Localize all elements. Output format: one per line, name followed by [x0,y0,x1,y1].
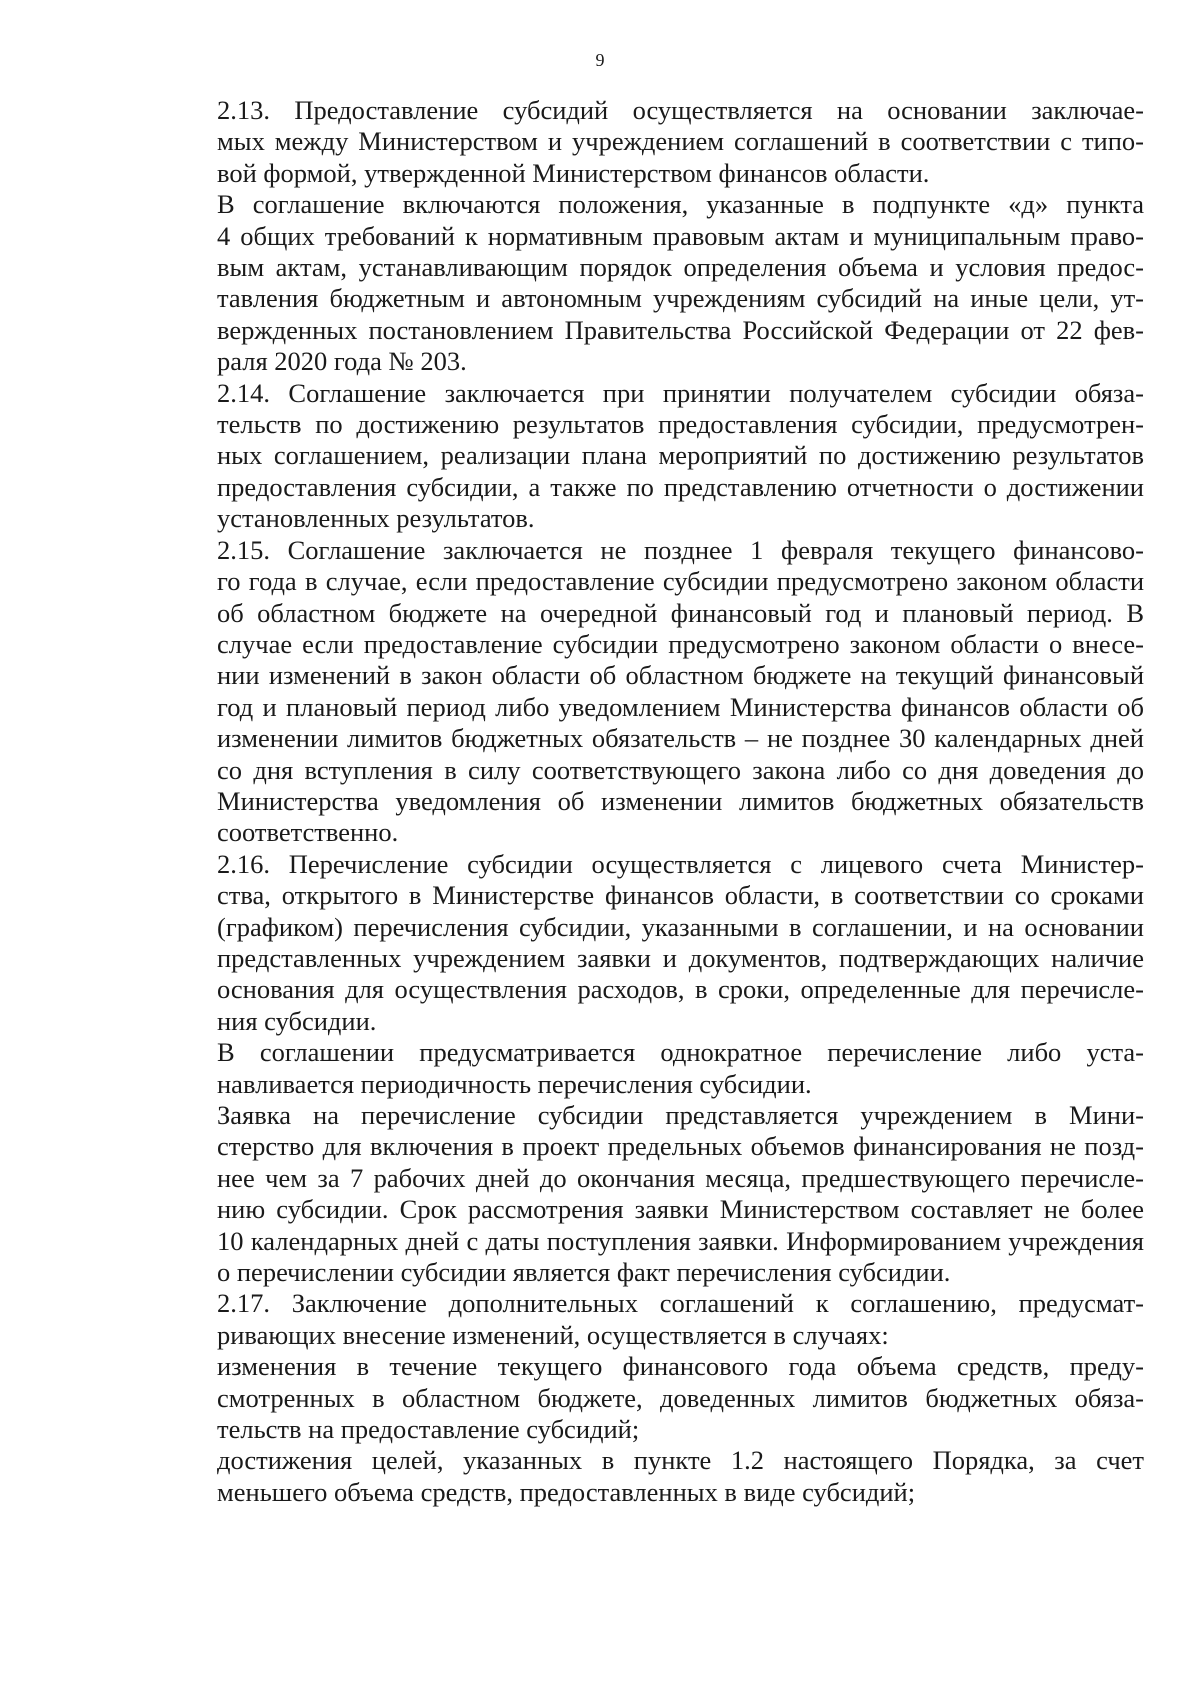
text-line: об областном бюджете на очередной финансовый год и плановый период. В [217,597,1144,628]
text-line: вержденных постановлением Правительства Российской Федерации от 22 фев- [217,314,1144,345]
text-line: предоставления субсидии, а также по представлению отчетности о достижении [217,471,1144,502]
text-line: го года в случае, если предоставление субсидии предусмотрено законом области [217,566,1144,597]
text-line: 2.17. Заключение дополнительных соглашений к соглашению, предусмат- [217,1288,1144,1319]
text-line: 2.15. Соглашение заключается не позднее 1 февраля текущего финансово- [217,534,1144,565]
text-line: 2.14. Соглашение заключается при принятии получателем субсидии обяза- [217,377,1144,408]
paragraph [148,1037,1144,1100]
text-line: В соглашение включаются положения, указанные в подпункте «д» пункта [217,189,1144,220]
text-line: достижения целей, указанных в пункте 1.2 настоящего Порядка, за счет [217,1445,1144,1476]
text-line: тельств на предоставление субсидий; [217,1414,640,1445]
text-line: нии изменений в закон области об областном бюджете на текущий финансовый [217,660,1144,691]
text-line: стерство для включения в проект предельных объемов финансирования не позд- [217,1131,1144,1162]
paragraph [148,1288,1144,1351]
text-line: случае если предоставление субсидии предусмотрено законом области о внесе- [217,628,1144,659]
text-line: со дня вступления в силу соответствующего закона либо со дня доведения до [217,754,1144,785]
text-line: мых между Министерством и учреждением соглашений в соответствии с типо- [217,126,1144,157]
text-line: В соглашении предусматривается однократное перечисление либо уста- [217,1037,1144,1068]
text-line: изменении лимитов бюджетных обязательств – не позднее 30 календарных дней [217,723,1144,754]
paragraph [148,1445,1144,1508]
text-line: 10 календарных дней с даты поступления заявки. Информированием учреждения [217,1225,1144,1256]
text-line: тельств по достижению результатов предоставления субсидии, предусмотрен- [217,409,1144,440]
text-line: смотренных в областном бюджете, доведенных лимитов бюджетных обяза- [217,1382,1144,1413]
paragraph [148,535,1144,849]
paragraph [148,378,1144,535]
text-line: вой формой, утвержденной Министерством финансов области. [217,157,930,188]
paragraph [148,189,1144,377]
text-line: изменения в течение текущего финансового года объема средств, преду- [217,1351,1144,1382]
text-line: основания для осуществления расходов, в сроки, определенные для перечисле- [217,974,1144,1005]
text-line: навливается периодичность перечисления субсидии. [217,1068,812,1099]
text-line: нее чем за 7 рабочих дней до окончания месяца, предшествующего перечисле- [217,1162,1144,1193]
text-line: тавления бюджетным и автономным учреждениям субсидий на иные цели, ут- [217,283,1144,314]
paragraph [148,95,1144,189]
text-line: соответственно. [217,817,399,848]
text-line: 2.13. Предоставление субсидий осуществляется на основании заключае- [217,95,1144,125]
text-line: ных соглашением, реализации плана мероприятий по достижению результатов [217,440,1144,471]
text-line: ства, открытого в Министерстве финансов области, в соответствии со сроками [217,880,1144,911]
text-line: установленных результатов. [217,503,535,534]
text-line: ривающих внесение изменений, осуществляется в случаях: [217,1319,889,1350]
text-line: Заявка на перечисление субсидии представляется учреждением в Мини- [217,1100,1144,1130]
text-line: нию субсидии. Срок рассмотрения заявки Министерством составляет не более [217,1194,1144,1225]
text-line: 2.16. Перечисление субсидии осуществляется с лицевого счета Министер- [217,848,1144,879]
text-line: меньшего объема средств, предоставленных в виде субсидий; [217,1476,916,1507]
text-line: ния субсидии. [217,1005,377,1036]
text-line: Министерства уведомления об изменении лимитов бюджетных обязательств [217,785,1144,816]
text-line: раля 2020 года № 203. [217,346,467,377]
text-line: (графиком) перечисления субсидии, указанными в соглашении, и на основании [217,911,1144,942]
text-line: вым актам, устанавливающим порядок определения объема и условия предос- [217,252,1144,283]
text-line: представленных учреждением заявки и документов, подтверждающих наличие [217,942,1144,973]
page-number: 9 [595,50,605,70]
paragraph [148,1351,1144,1445]
paragraph [148,1100,1144,1288]
paragraph [148,849,1144,1037]
document-body [148,95,1144,1508]
text-line: год и плановый период либо уведомлением Министерства финансов области об [217,691,1144,722]
text-line: о перечислении субсидии является факт перечисления субсидии. [217,1257,951,1288]
text-line: 4 общих требований к нормативным правовым актам и муниципальным право- [217,220,1144,251]
